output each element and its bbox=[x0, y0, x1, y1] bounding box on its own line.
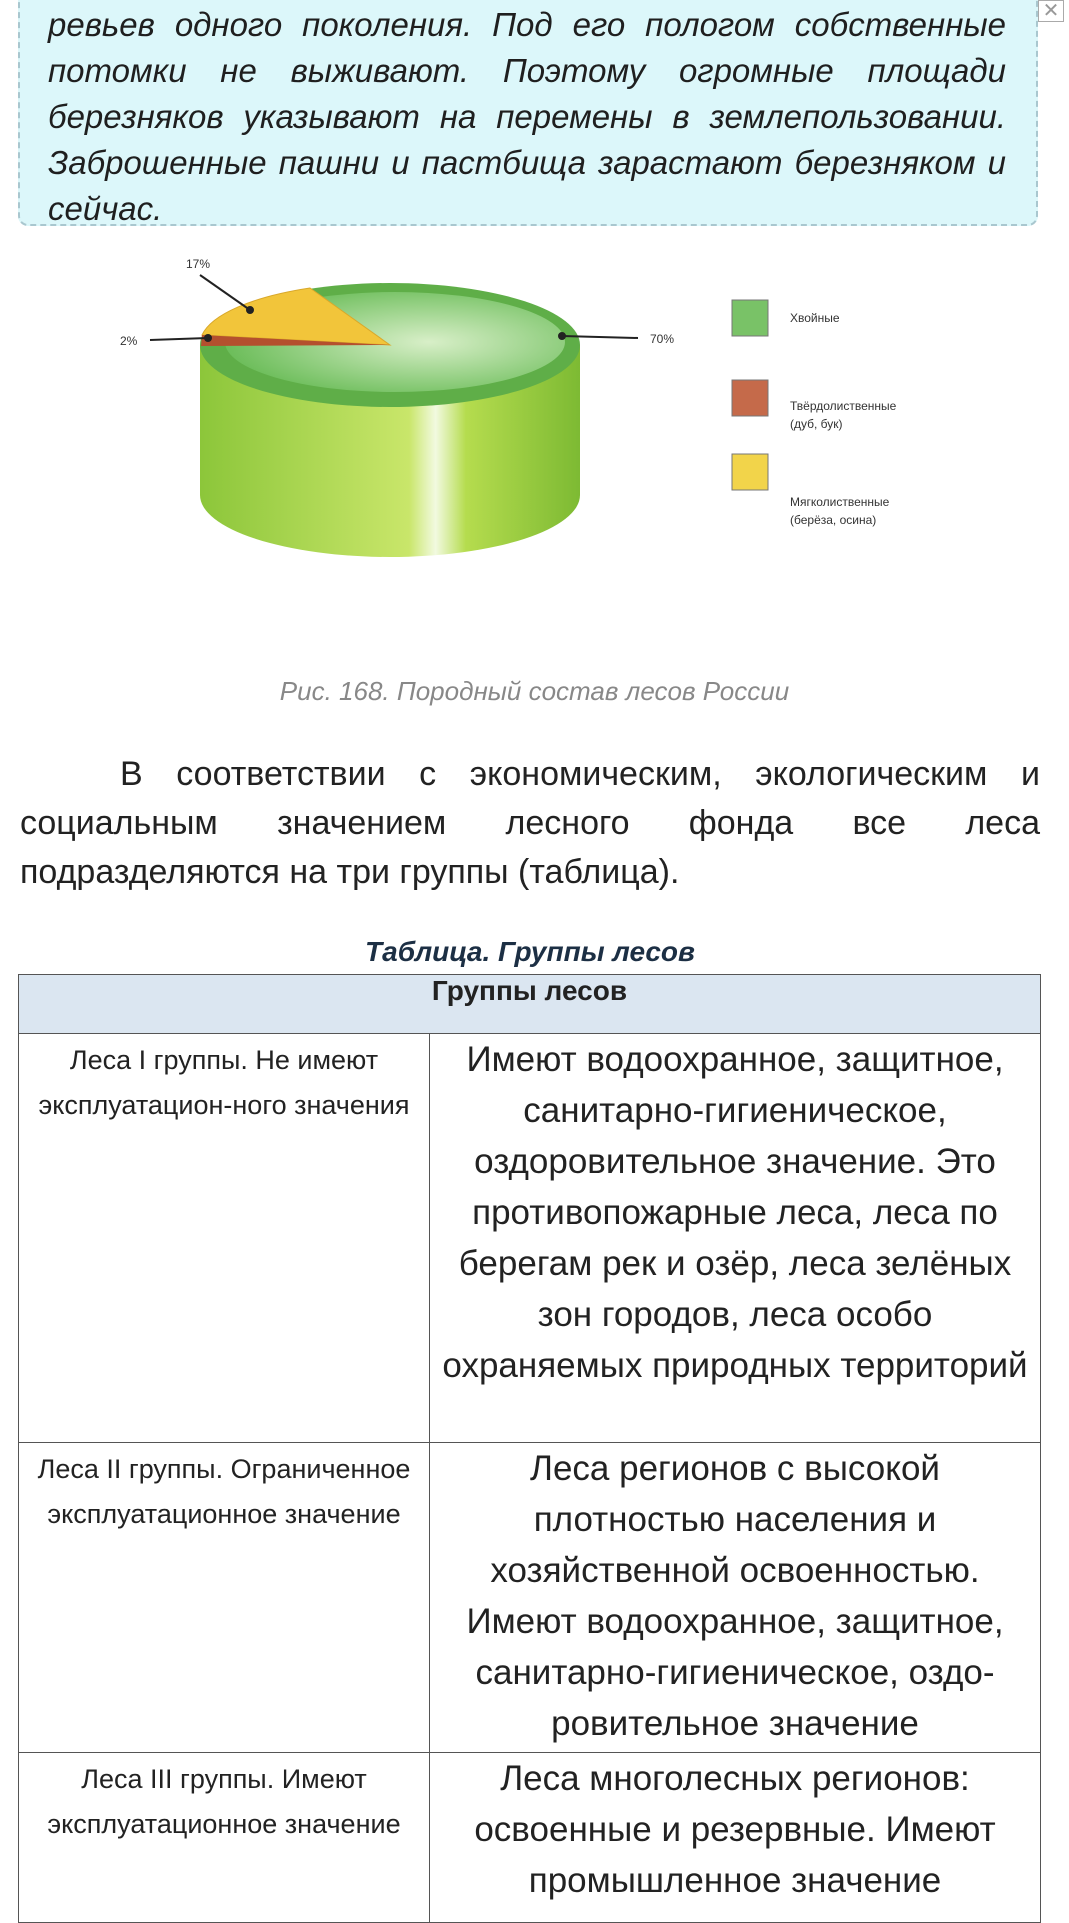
table-header: Группы лесов bbox=[19, 975, 1041, 1034]
group-cell: Леса II группы. Ограниченное эксплуатационное значение bbox=[19, 1443, 430, 1753]
info-note-box bbox=[18, 0, 1038, 226]
group-cell: Леса III группы. Имеют эксплуатационное значение bbox=[19, 1753, 430, 1923]
table-row bbox=[19, 1034, 1041, 1443]
body-paragraph bbox=[20, 750, 1040, 897]
label-17pct: 17% bbox=[186, 257, 211, 271]
note-text: ревьев одного поколения. Под его пологом собственные потомки не выживают. Поэтому огромные площади березняков указывают на перемены в землепользовании. Заброшенные пашни и пастбища зарастают березняком и сейчас. bbox=[48, 6, 1006, 227]
label-2pct: 2% bbox=[120, 334, 138, 348]
legend-label-softwood: Мягколиственные bbox=[790, 495, 890, 509]
paragraph-text: В соответствии с экономическим, экологическим и социальным значением лесного фонда все леса подразделяются на три группы (таблица). bbox=[20, 755, 1040, 891]
description-cell: Леса регионов с высокой плотностью населения и хозяйственной освоенностью. Имеют водоохранное, защитное, санитарно-гигиеническое, оздо-ровительное значение bbox=[430, 1443, 1041, 1753]
description-cell: Леса многолесных регионов: освоенные и резервные. Имеют промышленное значение bbox=[430, 1753, 1041, 1923]
description-cell: Имеют водоохранное, защитное, санитарно-гигиеническое, оздоровительное значение. Это противопожарные леса, леса по берегам рек и озёр, леса зелёных зон городов, леса особо охраняемых природных территорий bbox=[430, 1034, 1041, 1443]
legend-swatch-softwood bbox=[732, 454, 768, 490]
legend bbox=[732, 300, 897, 527]
label-70pct: 70% bbox=[650, 332, 675, 346]
table-title: Таблица. Группы лесов bbox=[365, 936, 695, 967]
legend-swatch-conifer bbox=[732, 300, 768, 336]
table-header-row bbox=[19, 975, 1041, 1034]
legend-label-conifer: Хвойные bbox=[790, 311, 840, 325]
group-cell: Леса I группы. Не имеют эксплуатацион-ного значения bbox=[19, 1034, 430, 1443]
legend-sublabel-softwood: (берёза, осина) bbox=[790, 513, 877, 527]
table-row bbox=[19, 1443, 1041, 1753]
legend-swatch-hardwood bbox=[732, 380, 768, 416]
forest-groups-table bbox=[18, 974, 1041, 1923]
table-row bbox=[19, 1753, 1041, 1923]
legend-sublabel-hardwood: (дуб, бук) bbox=[790, 417, 843, 431]
forest-composition-chart bbox=[110, 250, 960, 600]
figure-caption: Рис. 168. Породный состав лесов России bbox=[279, 676, 790, 706]
legend-label-hardwood: Твёрдолиственные bbox=[790, 399, 897, 413]
close-icon[interactable]: ✕ bbox=[1038, 0, 1064, 22]
